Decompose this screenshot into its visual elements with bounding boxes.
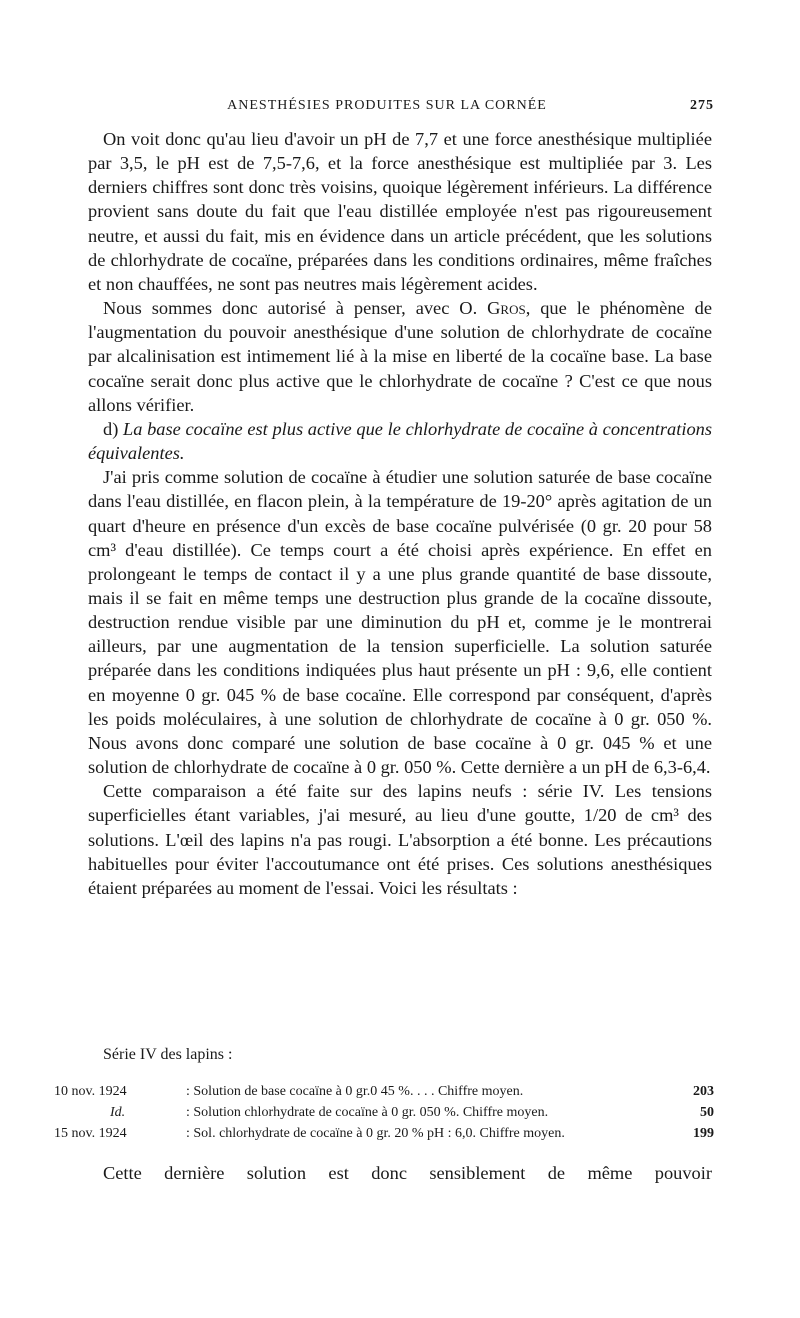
author-name-gros: Gros [487,298,526,319]
row-date: 10 nov. 1924 [54,1084,127,1099]
table-row [54,1123,714,1144]
section-label: d) [103,418,123,439]
row-date: Id. [110,1105,126,1120]
row-value: 50 [700,1105,714,1120]
section-heading-d [88,417,712,465]
section-title: La base cocaïne est plus active que le chlorhydrate de cocaïne à concentrations équivalentes. [88,418,712,464]
paragraph-2-end: , que le phénomène de l'augmentation du pouvoir anesthésique d'une solution de chlorhydrate de cocaïne par alcalinisation est intimement lié à la mise en liberté de la cocaïne base. La base cocaïne serait donc plus active que le chlorhydrate de cocaïne ? C'est ce que nous allons vérifier. [88,298,712,415]
table-row [54,1081,714,1102]
results-table [54,1081,714,1144]
row-description: : Sol. chlorhydrate de cocaïne à 0 gr. 20 % pH : 6,0. Chiffre moyen. [186,1126,565,1141]
paragraph-1: On voit donc qu'au lieu d'avoir un pH de 7,7 et une force anesthésique multipliée par 3,5, le pH est de 7,5-7,6, et la force anesthésique est multipliée par 3. Les derniers chiffres sont donc très voisins, quoique légèrement inférieurs. La différence provient sans doute du fait que l'eau distillée employée n'est pas rigoureusement neutre, et aussi du fait, mis en évidence dans un article précédent, que les solutions de chlorhydrate de cocaïne, préparées dans les conditions ordinaires, même fraîches et non chauffées, ne sont pas neutres mais légèrement acides. [88,129,712,294]
body-text [88,127,712,900]
row-date: 15 nov. 1924 [54,1126,127,1141]
row-value: 203 [693,1084,714,1099]
running-header [60,98,714,120]
paragraph-5: Cette comparaison a été faite sur des lapins neufs : série IV. Les tensions superficielles étant variables, j'ai mesuré, au lieu d'une goutte, 1/20 de cm³ des solutions. L'œil des lapins n'a pas rougi. L'absorption a été bonne. Les précautions habituelles pour éviter l'accoutumance ont été prises. Ces solutions anesthésiques étaient préparées au moment de l'essai. Voici les résultats : [88,781,712,898]
paragraph-2 [88,296,712,417]
row-value: 199 [693,1126,714,1141]
paragraph-2-start: Nous sommes donc autorisé à penser, avec O. [103,298,488,319]
closing-line: Cette dernière solution est donc sensiblement de même pouvoir [103,1163,712,1183]
paragraph-4: J'ai pris comme solution de cocaïne à étudier une solution saturée de base cocaïne dans l'eau distillée, en flacon plein, à la température de 19-20° après agitation de un quart d'heure en présence d'un excès de base cocaïne pulvérisée (0 gr. 20 pour 58 cm³ d'eau distillée). Ce temps court a été choisi après expérience. En effet en prolongeant le temps de contact il y a une plus grande quantité de base dissoute, mais il se fait en même temps une destruction plus grande de la cocaïne dissoute, destruction rendue visible par une diminution du pH et, comme je le montrerai ailleurs, par une augmentation de la tension superficielle. La solution saturée préparée dans les conditions indiquées plus haut présente un pH : 9,6, elle contient en moyenne 0 gr. 045 % de base cocaïne. Elle correspond par conséquent, d'après les poids moléculaires, à une solution de chlorhydrate de cocaïne à 0 gr. 050 %. Nous avons donc comparé une solution de base cocaïne à 0 gr. 045 % et une solution de chlorhydrate de cocaïne à 0 gr. 050 %. Cette dernière a un pH de 6,3-6,4. [88,467,712,778]
row-description: : Solution de base cocaïne à 0 gr.0 45 %. . . . Chiffre moyen. [186,1084,524,1099]
serie-label: Série IV des lapins : [103,1046,233,1063]
running-title: ANESTHÉSIES PRODUITES SUR LA CORNÉE [227,98,547,113]
row-description: : Solution chlorhydrate de cocaïne à 0 gr. 050 %. Chiffre moyen. [186,1105,549,1120]
page-number: 275 [690,98,714,113]
table-row [54,1102,714,1123]
